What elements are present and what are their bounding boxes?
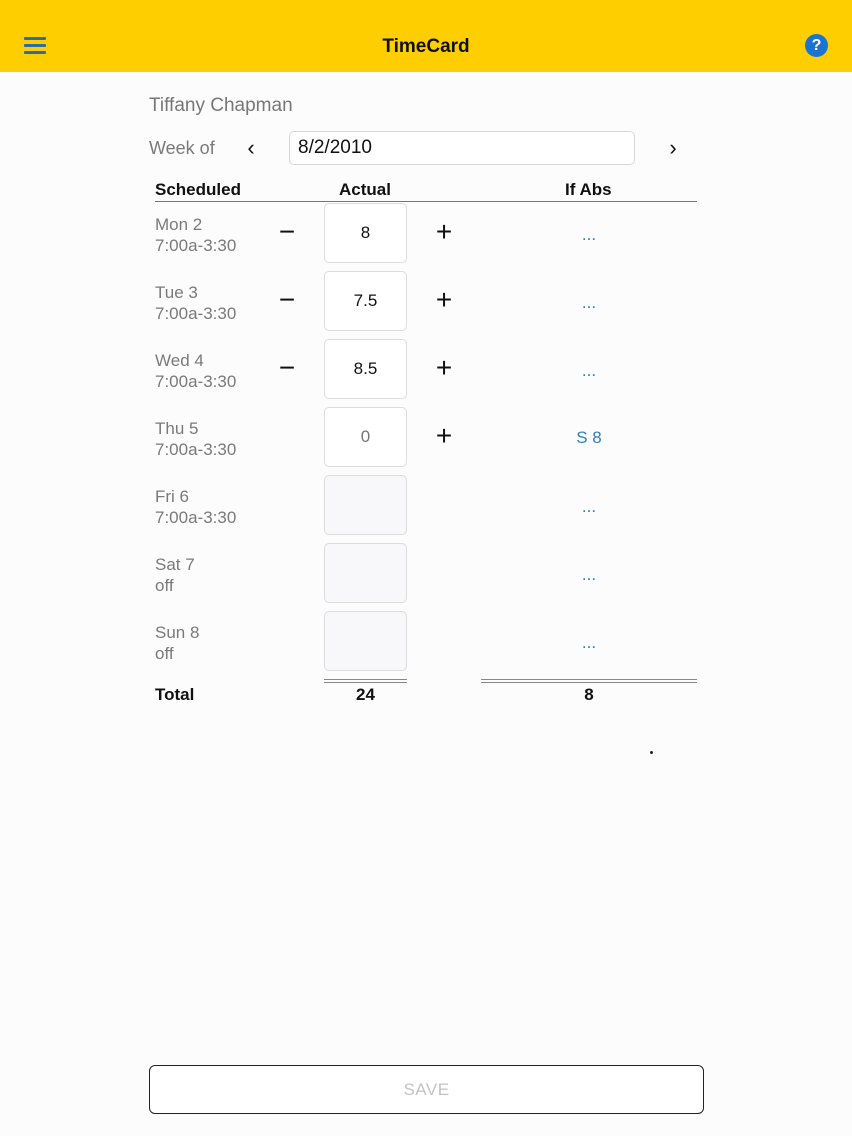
if-abs-column-header: If Abs [565, 180, 612, 199]
actual-column-header: Actual [339, 180, 391, 199]
absence-link[interactable]: ... [581, 293, 597, 312]
actual-hours-input[interactable] [324, 475, 407, 535]
day-label: Tue 3 [155, 283, 198, 302]
total-label: Total [155, 685, 195, 704]
absence-link[interactable]: ... [581, 361, 597, 380]
schedule-label: off [155, 576, 174, 595]
actual-hours-input[interactable] [324, 271, 407, 331]
actual-hours-input[interactable] [324, 203, 407, 263]
app-title: TimeCard [382, 36, 470, 57]
schedule-label: 7:00a-3:30 [155, 304, 237, 323]
day-label: Sat 7 [155, 555, 195, 574]
day-label: Sun 8 [155, 623, 200, 642]
dot-mark [650, 751, 653, 754]
schedule-label: 7:00a-3:30 [155, 372, 237, 391]
actual-hours-input[interactable] [324, 611, 407, 671]
week-of-label: Week of [149, 138, 215, 158]
actual-hours-input[interactable] [324, 407, 407, 467]
scheduled-column-header: Scheduled [155, 180, 241, 199]
header-divider [155, 201, 697, 202]
help-icon[interactable]: ? [805, 34, 828, 57]
absence-link[interactable]: ... [581, 497, 597, 516]
schedule-label: off [155, 644, 174, 663]
decrement-button[interactable]: − [278, 352, 296, 383]
employee-name: Tiffany Chapman [149, 95, 293, 116]
top-app-bar [0, 0, 852, 72]
previous-week-chevron-icon[interactable]: ‹ [247, 135, 255, 160]
save-button[interactable]: SAVE [149, 1065, 704, 1114]
absence-link[interactable]: ... [581, 565, 597, 584]
abs-total-value: 8 [584, 685, 594, 704]
day-row-wed [0, 339, 852, 403]
day-row-tue [0, 271, 852, 335]
increment-button[interactable]: + [435, 420, 453, 451]
abs-total-rule [481, 679, 697, 683]
day-row-sat [0, 543, 852, 607]
schedule-label: 7:00a-3:30 [155, 440, 237, 459]
day-label: Mon 2 [155, 215, 203, 234]
absence-link[interactable]: S 8 [576, 428, 602, 447]
day-row-mon [0, 203, 852, 267]
absence-link[interactable]: ... [581, 225, 597, 244]
actual-total-value: 24 [356, 685, 375, 704]
day-label: Wed 4 [155, 351, 204, 370]
next-week-chevron-icon[interactable]: › [669, 135, 677, 160]
actual-hours-input[interactable] [324, 543, 407, 603]
actual-hours-input[interactable] [324, 339, 407, 399]
decrement-button[interactable]: − [278, 284, 296, 315]
decrement-button[interactable]: − [278, 216, 296, 247]
schedule-label: 7:00a-3:30 [155, 236, 237, 255]
day-row-sun [0, 611, 852, 675]
schedule-label: 7:00a-3:30 [155, 508, 237, 527]
day-label: Thu 5 [155, 419, 199, 438]
day-label: Fri 6 [155, 487, 189, 506]
absence-link[interactable]: ... [581, 633, 597, 652]
day-row-fri [0, 475, 852, 539]
week-date-input[interactable] [289, 131, 635, 165]
day-row-thu [0, 407, 852, 471]
actual-total-rule [324, 679, 407, 683]
increment-button[interactable]: + [435, 284, 453, 315]
increment-button[interactable]: + [435, 352, 453, 383]
increment-button[interactable]: + [435, 216, 453, 247]
